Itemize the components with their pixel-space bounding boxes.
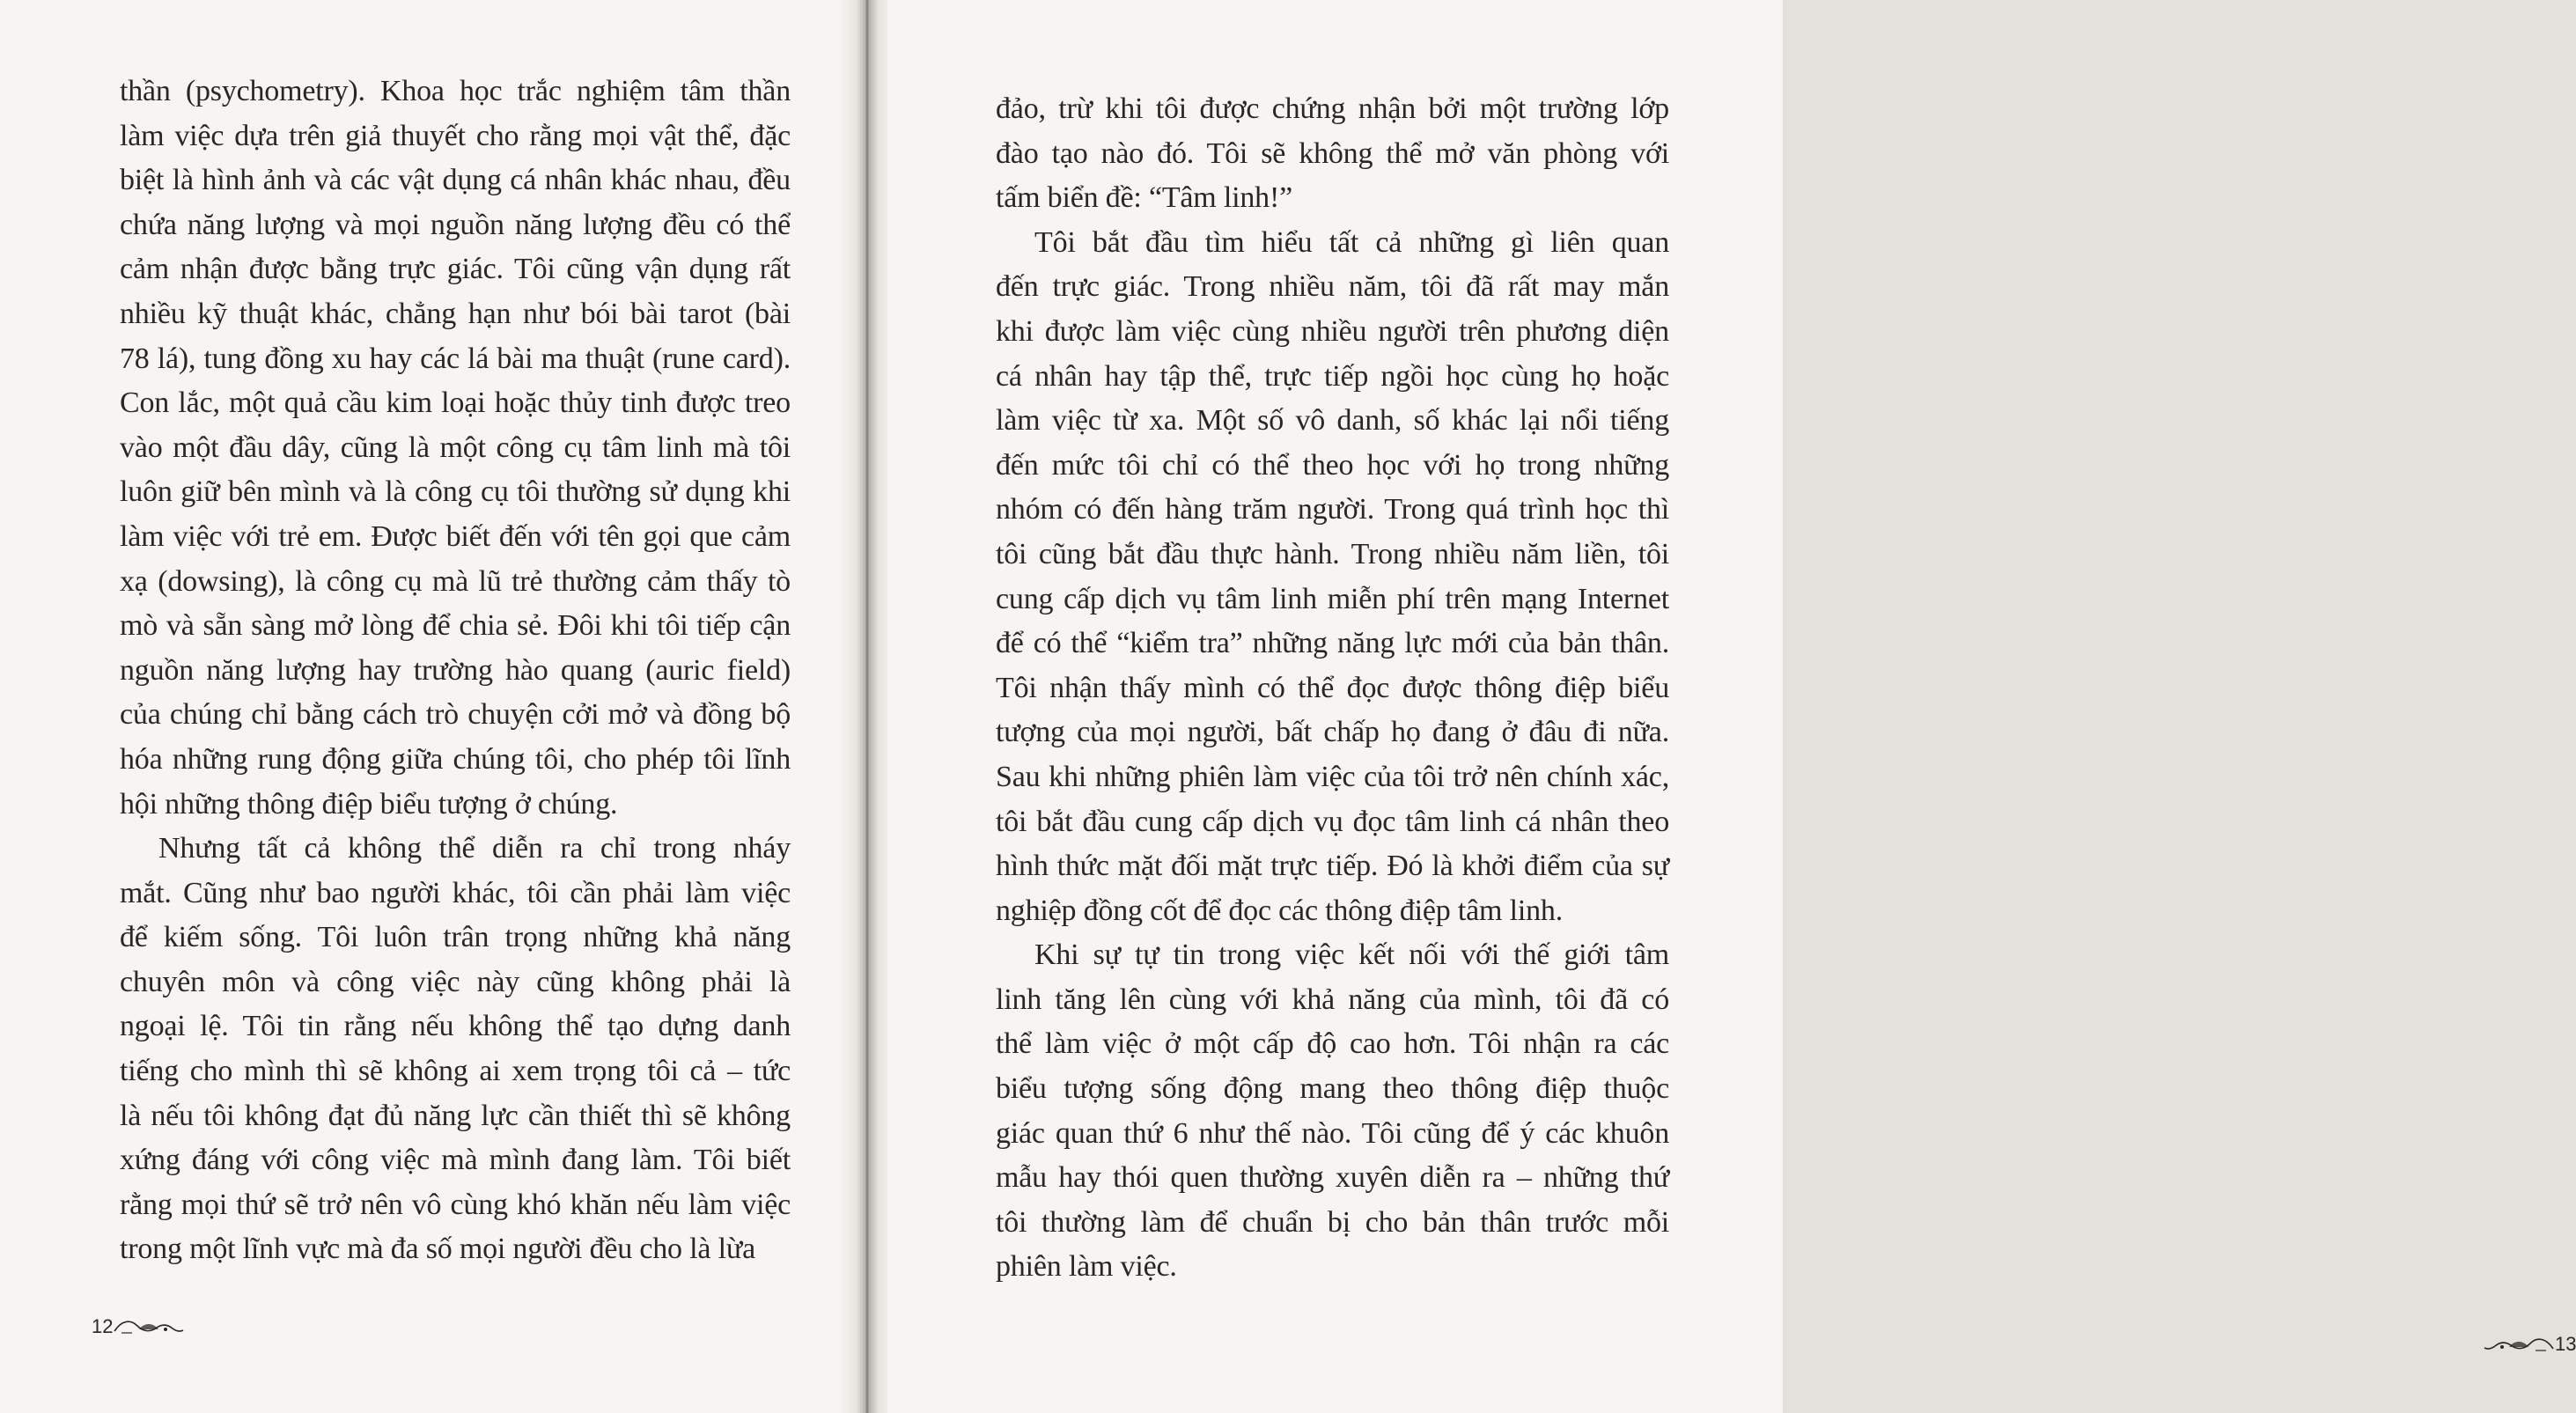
text-line: nhóm có đến hàng trăm người. Trong quá trình học thì [996,493,1669,526]
right-page [887,0,2576,1413]
text-line: cá nhân hay tập thể, trực tiếp ngồi học cùng họ hoặc [996,359,1669,393]
text-line: mẫu hay thói quen thường xuyên diễn ra – những thứ [996,1161,1669,1195]
text-line: tiếng cho mình thì sẽ không ai xem trọng tôi cả – tức [120,1055,791,1088]
text-line: xứng đáng với công việc mà mình đang làm. Tôi biết [120,1144,791,1177]
text-line: trong một lĩnh vực mà đa số mọi người đều cho là lừa [120,1233,755,1266]
text-line: hình thức mặt đối mặt trực tiếp. Đó là khởi điểm của sự [996,850,1669,883]
text-line: chứa năng lượng và mọi nguồn năng lượng đều có thể [120,208,791,241]
text-line: tôi thường làm để chuẩn bị cho bản thân trước mỗi [996,1205,1669,1239]
text-line: làm việc từ xa. Một số vô danh, số khác lại nổi tiếng [996,404,1669,438]
book-gutter [841,0,894,1413]
text-line: tấm biển đề: “Tâm linh!” [996,181,1292,215]
text-line: tượng của mọi người, bất chấp họ đang ở đâu đi nữa. [996,716,1669,749]
page-number-right: 13 [2555,1333,2576,1355]
text-line: Con lắc, một quả cầu kim loại hoặc thủy tinh được treo [120,386,791,420]
text-line: làm việc với trẻ em. Được biết đến với tên gọi que cảm [120,519,791,553]
text-line: thể làm việc ở một cấp độ cao hơn. Tôi nhận ra các [996,1027,1669,1061]
folio-flourish-icon [2483,1333,2555,1356]
text-line: Sau khi những phiên làm việc của tôi trở nên chính xác, [996,760,1669,793]
text-line: chuyên môn và công việc này cũng không phải là [120,965,791,998]
text-line: ngoại lệ. Tôi tin rằng nếu không thể tạo dựng danh [120,1010,791,1043]
left-page-text [120,70,791,1272]
text-line: để có thể “kiểm tra” những năng lực mới của bản thân. [996,627,1669,660]
text-line: cảm nhận được bằng trực giác. Tôi cũng vận dụng rất [120,253,791,286]
right-folio [2483,1333,2576,1356]
text-line: hội những thông điệp biểu tượng ở chúng. [120,787,618,821]
text-line: mắt. Cũng như bao người khác, tôi cần phải làm việc [120,876,791,909]
text-line: mò và sẵn sàng mở lòng để chia sẻ. Đôi khi tôi tiếp cận [120,609,791,643]
text-line: đào tạo nào đó. Tôi sẽ không thể mở văn phòng với [996,136,1669,170]
text-line: Khi sự tự tin trong việc kết nối với thế giới tâm [1034,938,1669,972]
text-line: Tôi nhận thấy mình có thể đọc được thông điệp biểu [996,671,1669,704]
text-line: thần (psychometry). Khoa học trắc nghiệm tâm thần [120,75,791,107]
text-line: biểu tượng sống động mang theo thông điệp thuộc [996,1072,1669,1106]
left-folio [92,1315,185,1338]
folio-flourish-icon [113,1315,185,1338]
text-line: phiên làm việc. [996,1250,1177,1284]
text-line: là nếu tôi không đạt đủ năng lực cần thiết thì sẽ không [120,1099,791,1132]
text-line: làm việc dựa trên giả thuyết cho rằng mọi vật thể, đặc [120,119,791,152]
text-line: để kiếm sống. Tôi luôn trân trọng những khả năng [120,921,791,954]
text-line: nghiệp đồng cốt để đọc các thông điệp tâm linh. [996,894,1563,927]
text-line: khi được làm việc cùng nhiều người trên phương diện [996,314,1669,348]
text-line: đến trực giác. Trong nhiều năm, tôi đã rất may mắn [996,270,1669,304]
right-page-text [996,87,1669,1290]
text-line: của chúng chỉ bằng cách trò chuyện cởi mở và đồng bộ [120,698,791,732]
text-line: linh tăng lên cùng với khả năng của mình, tôi đã có [996,982,1669,1016]
left-page [0,0,852,1413]
text-line: cung cấp dịch vụ tâm linh miễn phí trên mạng Internet [996,582,1669,615]
text-line: nhiều kỹ thuật khác, chẳng hạn như bói bài tarot (bài [120,297,791,330]
text-line: đến mức tôi chỉ có thể theo học với họ trong những [996,448,1669,482]
page-number-left: 12 [92,1315,114,1337]
text-line: hóa những rung động giữa chúng tôi, cho phép tôi lĩnh [120,742,791,776]
text-line: Nhưng tất cả không thể diễn ra chỉ trong nháy [158,832,791,865]
text-line: rằng mọi thứ sẽ trở nên vô cùng khó khăn nếu làm việc [120,1188,791,1221]
text-line: xạ (dowsing), là công cụ mà lũ trẻ thường cảm thấy tò [120,564,791,598]
text-line: đảo, trừ khi tôi được chứng nhận bởi một trường lớp [996,92,1669,125]
text-line: nguồn năng lượng hay trường hào quang (auric field) [120,653,791,687]
text-line: luôn giữ bên mình và là công cụ tôi thường sử dụng khi [120,475,791,509]
text-line: Tôi bắt đầu tìm hiểu tất cả những gì liên quan [1034,225,1669,259]
text-line: tôi bắt đầu cung cấp dịch vụ đọc tâm linh cá nhân theo [996,805,1669,838]
text-line: 78 lá), tung đồng xu hay các lá bài ma thuật (rune card). [120,342,791,375]
text-line: tôi cũng bắt đầu thực hành. Trong nhiều năm liền, tôi [996,537,1669,570]
text-line: vào một đầu dây, cũng là một công cụ tâm linh mà tôi [120,431,791,464]
text-line: biệt là hình ảnh và các vật dụng cá nhân khác nhau, đều [120,164,791,197]
text-line: giác quan thứ 6 như thế nào. Tôi cũng để ý các khuôn [996,1116,1669,1150]
